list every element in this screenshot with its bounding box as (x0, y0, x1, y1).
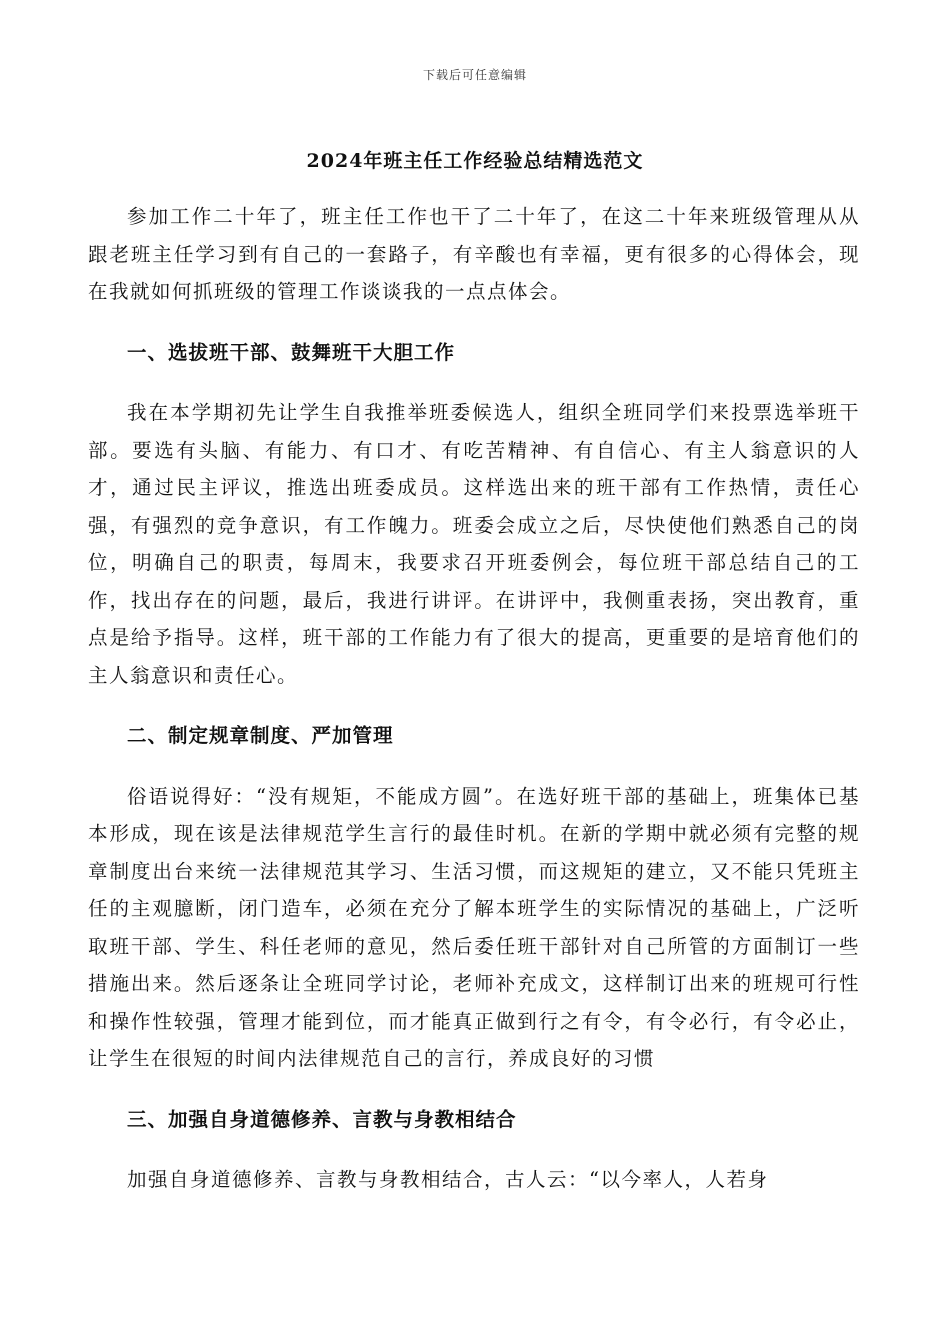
intro-paragraph: 参加工作二十年了，班主任工作也干了二十年了，在这二十年来班级管理从从跟老班主任学习到有自己的一套路子，有辛酸也有幸福，更有很多的心得体会，现在我就如何抓班级的管理工作谈谈我的一点点体会。 (88, 205, 860, 303)
document-body (88, 198, 860, 1199)
document-title: 2024年班主任工作经验总结精选范文 (306, 150, 644, 172)
section-body-2: 俗语说得好：“没有规矩，不能成方圆”。在选好班干部的基础上，班集体已基本形成，现在该是法律规范学生言行的最佳时机。在新的学期中就必须有完整的规章制度出台来统一法律规范其学习、生活习惯，而这规矩的建立，又不能只凭班主任的主观臆断，闭门造车，必须在充分了解本班学生的实际情况的基础上，广泛听取班干部、学生、科任老师的意见，然后委任班干部针对自己所管的方面制订一些措施出来。然后逐条让全班同学讨论，老师补充成文，这样制订出来的班规可行性和操作性较强，管理才能到位，而才能真正做到行之有令，有令必行，有令必止，让学生在很短的时间内法律规范自己的言行，养成良好的习惯 (88, 784, 860, 1070)
section-heading-2: 二、制定规章制度、严加管理 (127, 724, 394, 747)
section-body-3: 加强自身道德修养、言教与身教相结合，古人云：“以今率人，人若身 (127, 1168, 769, 1191)
section-heading-3: 三、加强自身道德修养、言教与身教相结合 (127, 1107, 517, 1131)
section-heading-1: 一、选拔班干部、鼓舞班干大胆工作 (127, 340, 456, 364)
header-note: 下载后可任意编辑 (422, 68, 527, 82)
section-body-1: 我在本学期初先让学生自我推举班委候选人，组织全班同学们来投票选举班干部。要选有头脑、有能力、有口才、有吃苦精神、有自信心、有主人翁意识的人才，通过民主评议，推选出班委成员。这样选出来的班干部有工作热情，责任心强，有强烈的竞争意识，有工作魄力。班委会成立之后，尽快使他们熟悉自己的岗位，明确自己的职责，每周末，我要求召开班委例会，每位班干部总结自己的工作，找出存在的问题，最后，我进行讲评。在讲评中，我侧重表扬，突出教育，重点是给予指导。这样，班干部的工作能力有了很大的提高，更重要的是培育他们的主人翁意识和责任心。 (88, 401, 860, 687)
